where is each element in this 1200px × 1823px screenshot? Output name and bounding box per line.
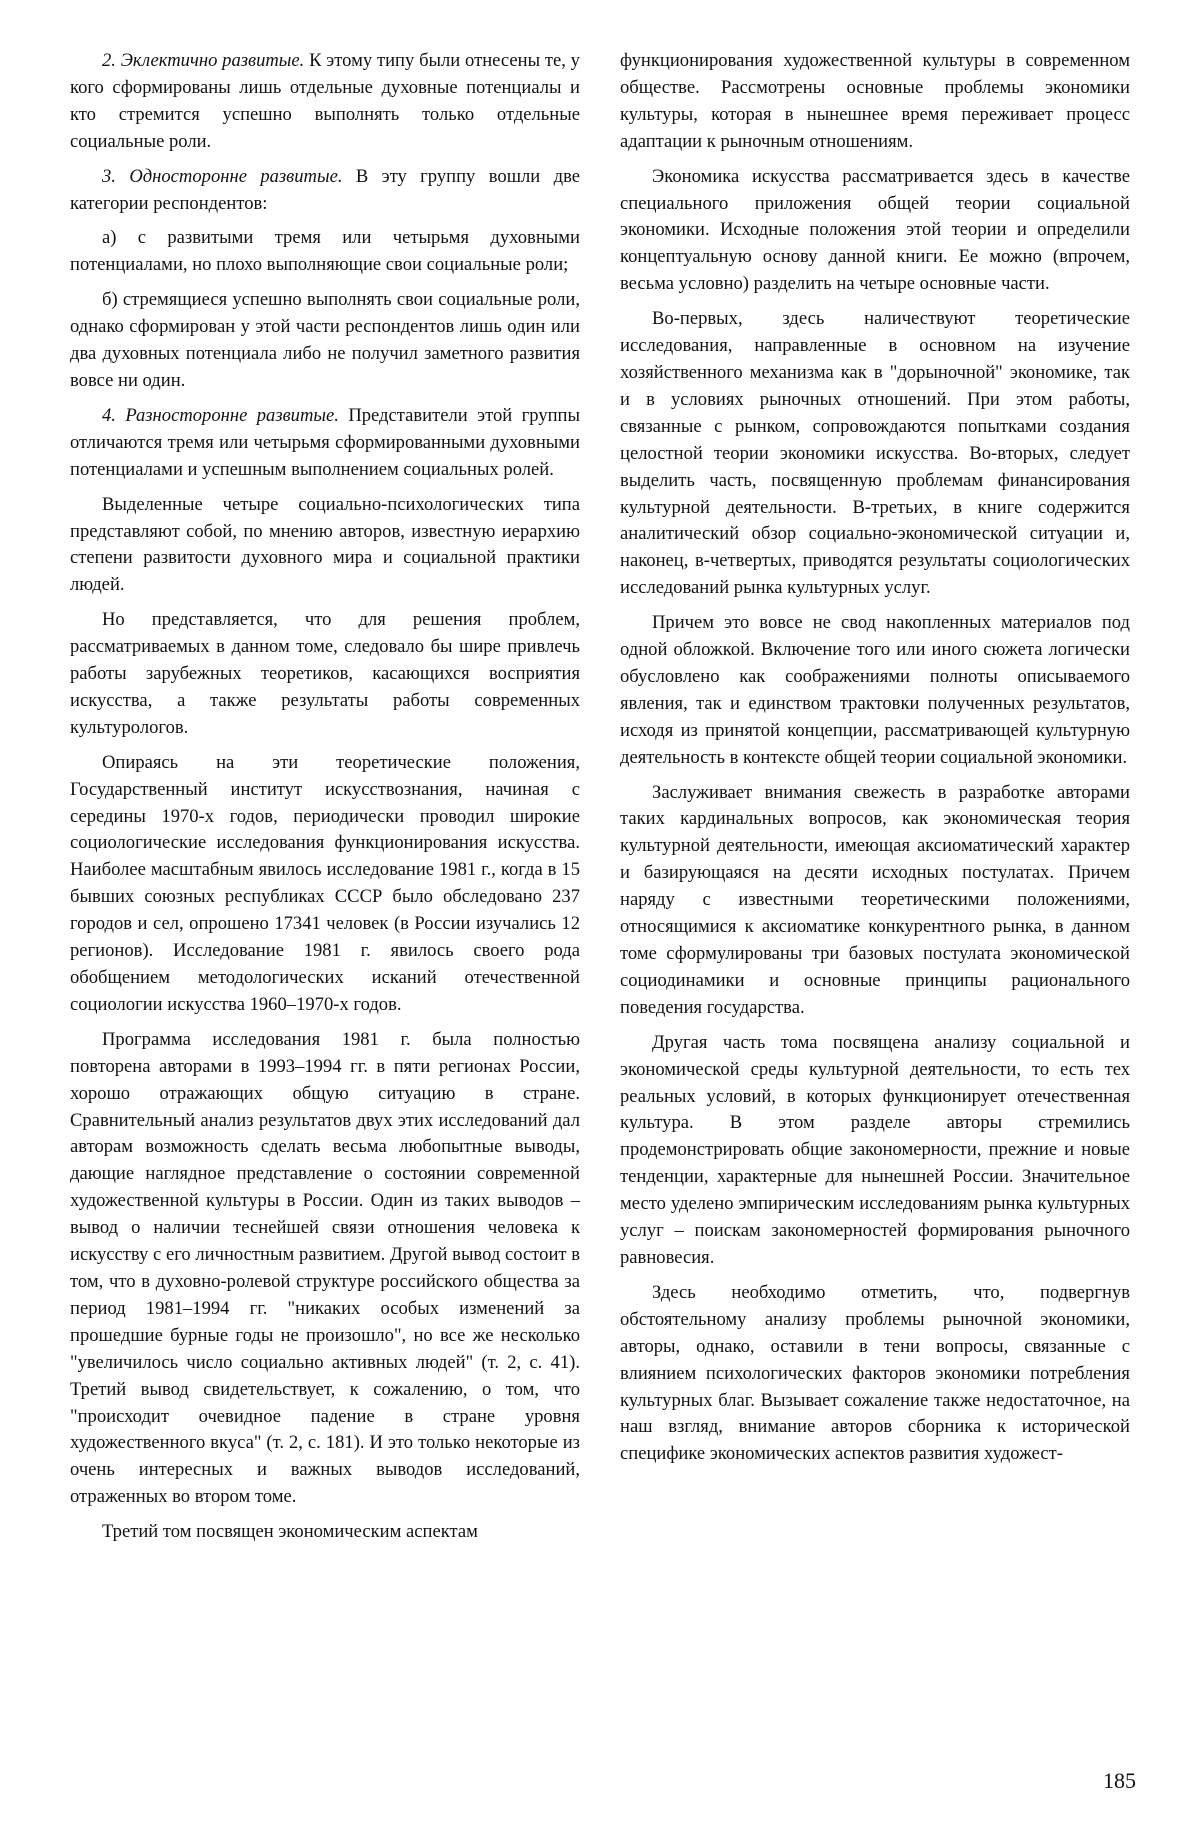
paragraph-text: Выделенные четыре социально-психологических типа представляют собой, по мнению авторов, известную иерархию степени развитости духовного мира и социальной практики людей.	[70, 493, 580, 596]
paragraph-lead: 2. Эклектично развитые.	[102, 50, 305, 71]
paragraph-text: К этому типу были отнесены те, у кого сформированы лишь отдельные духовные потенциалы и кто стремится успешно выполнять только отдельные социальные роли.	[70, 50, 580, 152]
paragraph	[620, 610, 1130, 771]
paragraph-text: Заслуживает внимания свежесть в разработке авторами таких кардинальных вопросов, как экономическая теория культурной деятельности, имеющая аксиоматический характер и базирующаяся на десяти исходных постулатах. Причем наряду с известными теоретическими положениями, относящимися к аксиоматике конкурентного рынка, в данном томе сформулированы три базовых постулата экономической социодинамики и основные принципы рационального поведения государства.	[620, 781, 1130, 1018]
paragraph	[70, 1027, 580, 1511]
paragraph	[70, 164, 580, 218]
page-number: 185	[1103, 1768, 1136, 1793]
paragraph-text: В эту группу вошли две категории респондентов:	[70, 165, 580, 214]
paragraph-text: Третий том посвящен экономическим аспектам	[102, 1521, 478, 1543]
left-column	[70, 48, 580, 1554]
paragraph-text: Другая часть тома посвящена анализу социальной и экономической среды культурной деятельности, то есть тех реальных условий, в которых функционирует отечественная культура. В этом разделе авторы стремились продемонстрировать общие закономерности, прежние и новые тенденции, характерные для нынешней России. Значительное место уделено эмпирическим исследованиям рынка культурных услуг – поискам закономерностей формирования рыночного равновесия.	[620, 1031, 1130, 1268]
paragraph	[620, 1030, 1130, 1272]
paragraph	[70, 287, 580, 395]
paragraph	[620, 306, 1130, 602]
paragraph-text: Опираясь на эти теоретические положения, Государственный институт искусствознания, начиная с середины 1970-х годов, периодически проводил широкие социологические исследования функционирования искусства. Наиболее масштабным явилось исследование 1981 г., когда в 15 бывших союзных республиках СССР было обследовано 237 городов и сел, опрошено 17341 человек (в России изучались 12 регионов). Исследование 1981 г. явилось своего рода обобщением методологических исканий отечественной социологии искусства 1960–1970-х годов.	[70, 751, 580, 1015]
paragraph	[70, 403, 580, 484]
paragraph	[70, 225, 580, 279]
paragraph	[70, 750, 580, 1019]
paragraph	[620, 1280, 1130, 1468]
paragraph	[620, 780, 1130, 1022]
paragraph	[70, 1519, 580, 1546]
paragraph-lead: 4. Разносторонне развитые.	[102, 404, 339, 426]
paragraph-text: Но представляется, что для решения проблем, рассматриваемых в данном томе, следовало бы шире привлечь работы зарубежных теоретиков, касающихся восприятия искусства, а также результаты работы современных культурологов.	[70, 609, 580, 738]
paragraph-text: Представители этой группы отличаются тремя или четырьмя сформированными духовными потенциалами и успешным выполнением социальных ролей.	[70, 404, 581, 480]
paragraph	[620, 164, 1130, 299]
paragraph	[620, 48, 1130, 156]
paragraph-text: а) с развитыми тремя или четырьмя духовными потенциалами, но плохо выполняющие свои социальные роли;	[70, 227, 580, 276]
paragraph	[70, 48, 580, 156]
paragraph-text: Причем это вовсе не свод накопленных материалов под одной обложкой. Включение того или иного сюжета логически обусловлено как соображениями полноты описываемого явления, так и единством трактовки полученных результатов, исходя из принятой концепции, рассматривающей культурную деятельность в контексте общей теории социальной экономики.	[620, 612, 1130, 768]
right-column	[620, 48, 1130, 1476]
paragraph-text: Экономика искусства рассматривается здесь в качестве специального приложения общей теории социальной экономики. Исходные положения этой теории и определили концептуальную основу данной книги. Ее можно (впрочем, весьма условно) разделить на четыре основные части.	[620, 165, 1130, 295]
paragraph-text: Программа исследования 1981 г. была полностью повторена авторами в 1993–1994 гг. в пяти регионах России, хорошо отражающих общую ситуацию в стране. Сравнительный анализ результатов двух этих исследований дал авторам возможность сделать весьма любопытные выводы, дающие наглядное представление о состоянии современной художественной культуры в России. Один из таких выводов – вывод о наличии теснейшей связи отношения человека к искусству с его личностным развитием. Другой вывод состоит в том, что в духовно-ролевой структуре российского общества за период 1981–1994 гг. "никаких особых изменений за прошедшие бурные годы не произошло", но все же несколько "увеличилось число социально активных людей" (т. 2, с. 41). Третий вывод свидетельствует, к сожалению, о том, что "происходит очевидное падение в стране уровня художественного вкуса" (т. 2, с. 181). И это только некоторые из очень интересных и важных выводов исследований, отраженных во втором томе.	[70, 1028, 580, 1508]
paragraph-text: Здесь необходимо отметить, что, подвергнув обстоятельному анализу проблемы рыночной экономики, авторы, однако, оставили в тени вопросы, связанные с влиянием психологических факторов экономики потребления культурных благ. Вызывает сожаление также недостаточное, на наш взгляд, внимание авторов сборника к исторической специфике экономических аспектов развития художест-	[620, 1281, 1130, 1465]
paragraph-text: функционирования художественной культуры в современном обществе. Рассмотрены основные проблемы экономики культуры, которая в нынешнее время переживает процесс адаптации к рыночным отношениям.	[620, 50, 1130, 152]
paragraph-lead: 3. Односторонне развитые.	[102, 165, 343, 187]
paragraph	[70, 492, 580, 600]
paragraph-text: Во-первых, здесь наличествуют теоретические исследования, направленные в основном на изучение хозяйственного механизма как в "дорыночной" экономике, так и в условиях рыночных отношений. При этом работы, связанные с рынком, сопровождаются попытками создания целостной теории экономики искусства. Во-вторых, следует выделить часть, посвященную проблемам финансирования культурной деятельности. В-третьих, в книге содержится аналитический обзор социально-экономической ситуации и, наконец, в-четвертых, приводятся результаты социологических исследований рынка культурных услуг.	[620, 308, 1130, 599]
paragraph	[70, 607, 580, 742]
paragraph-text: б) стремящиеся успешно выполнять свои социальные роли, однако сформирован у этой части респондентов лишь один или два духовных потенциала либо не получил заметного развития вовсе ни один.	[70, 289, 580, 391]
